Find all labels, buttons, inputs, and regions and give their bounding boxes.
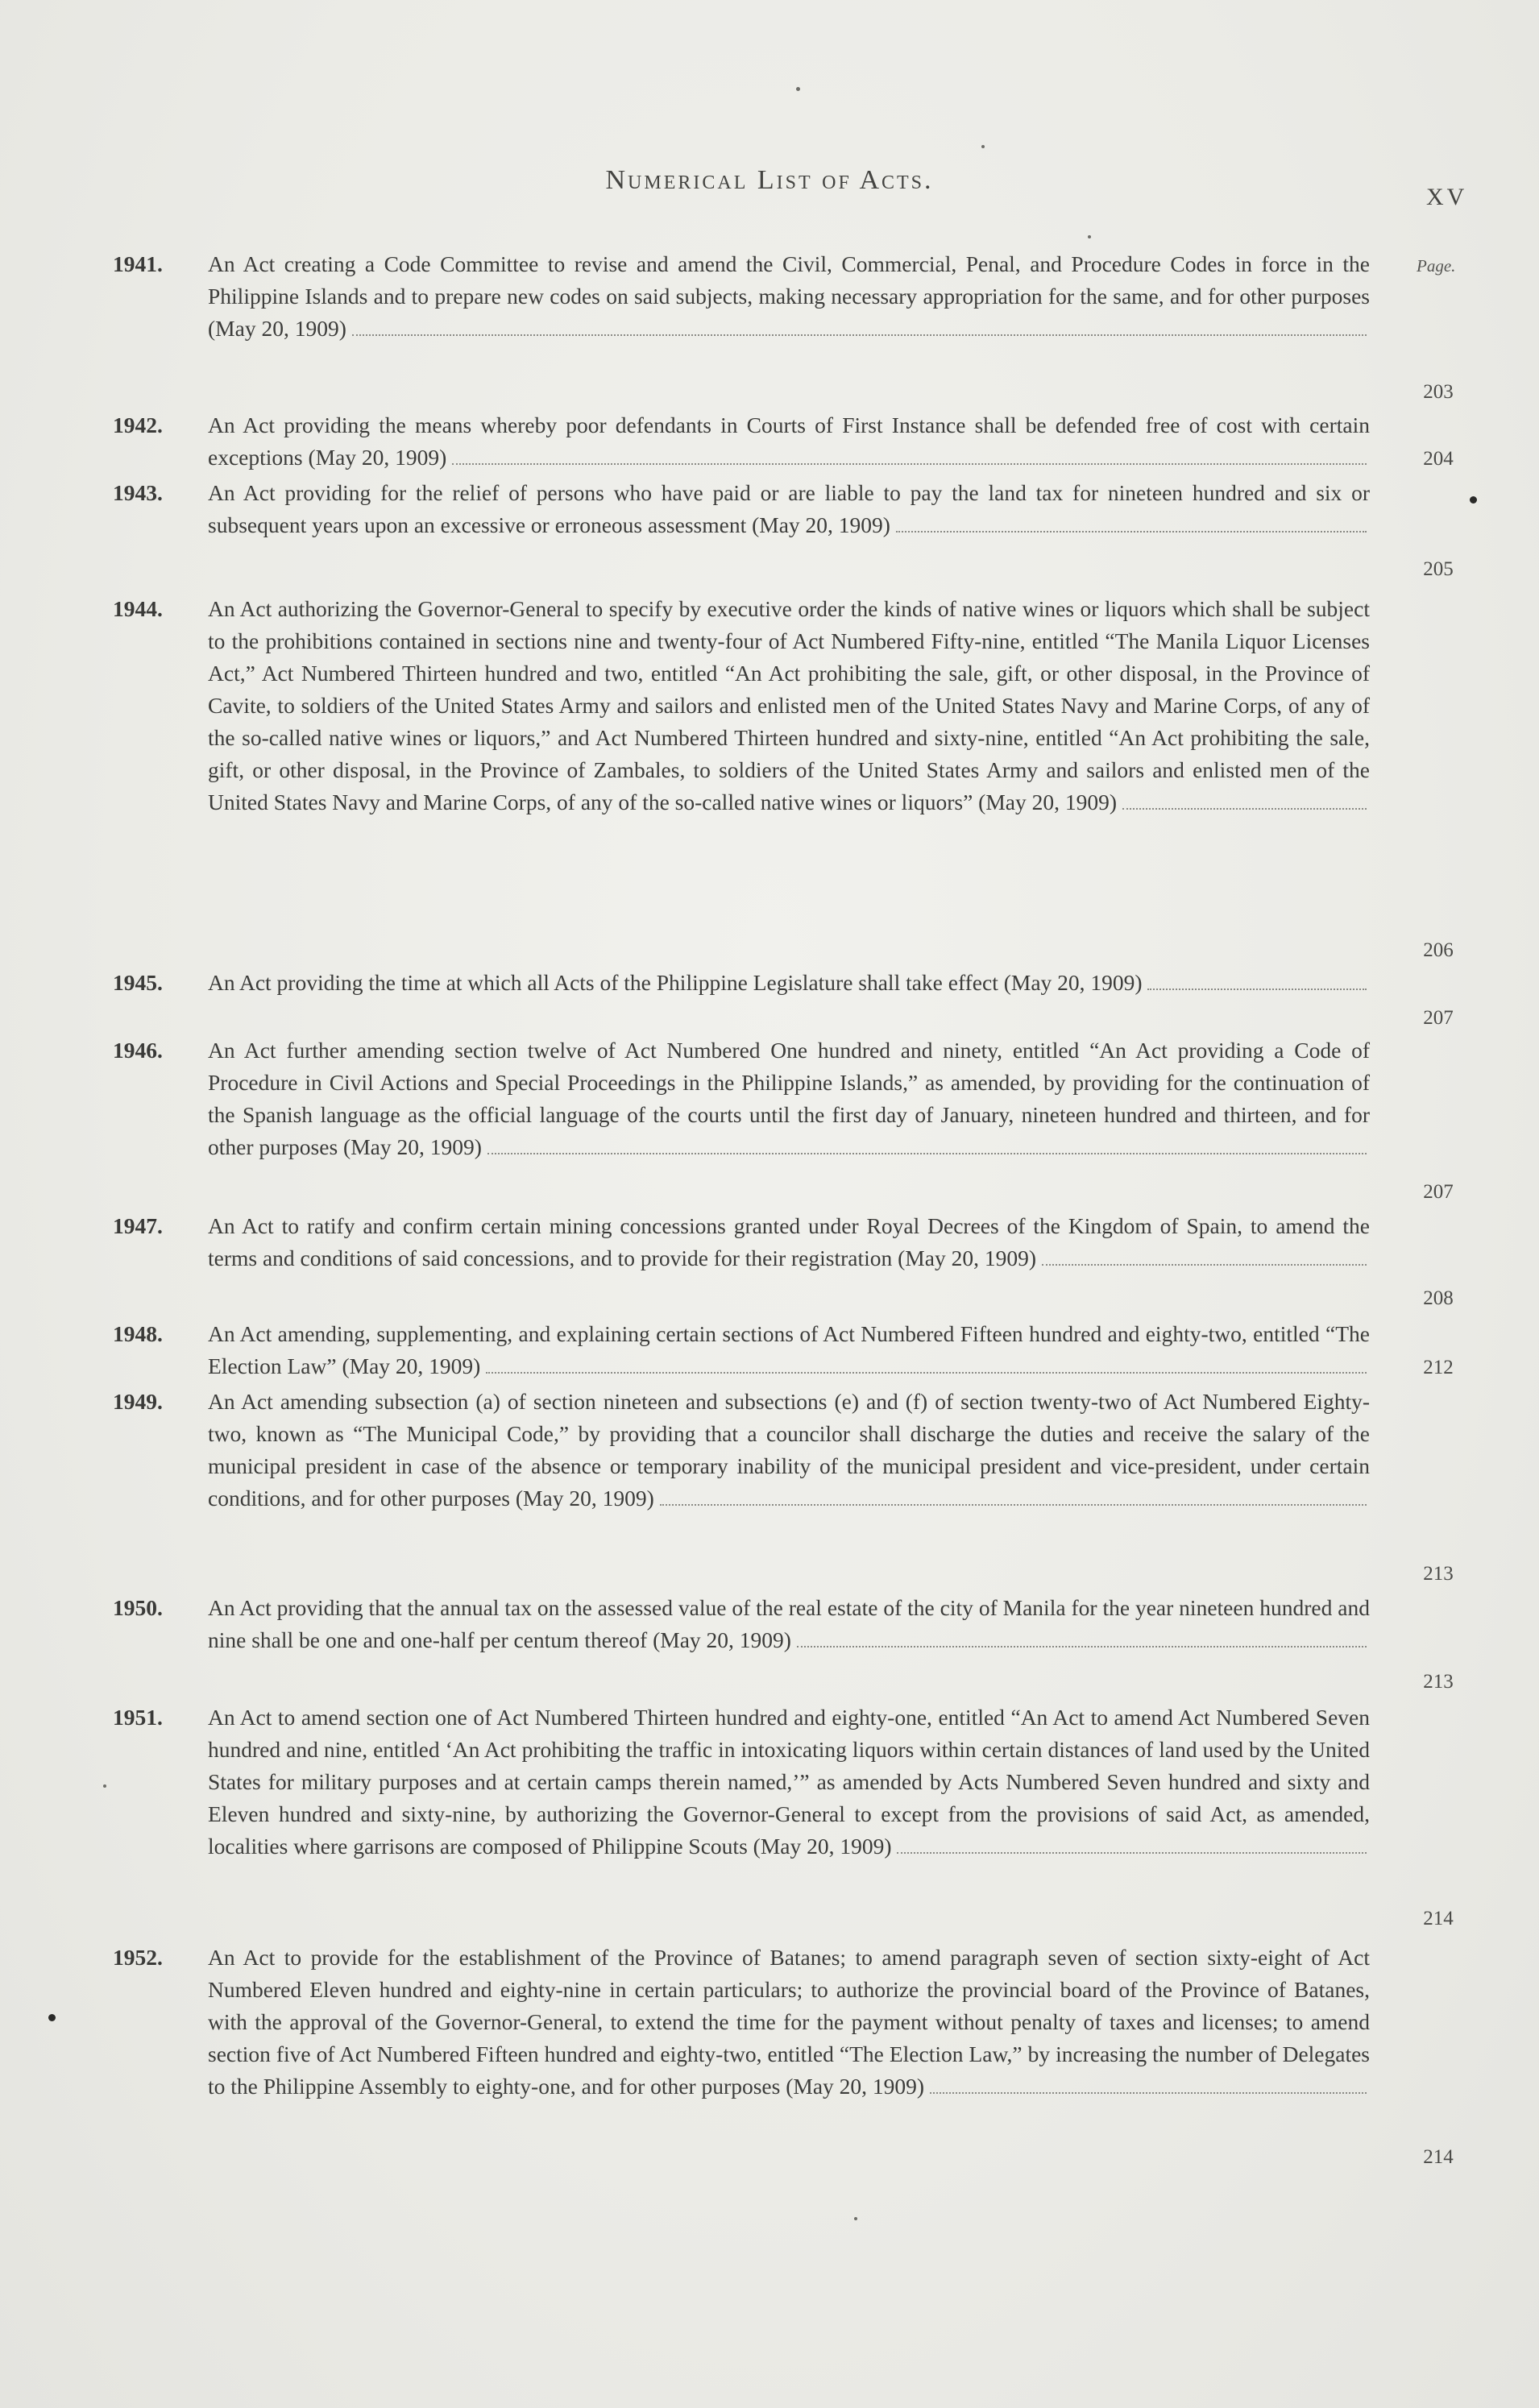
- act-description: An Act amending subsection (a) of section nineteen and subsections (e) and (f) of section twenty-two of Act Numbered Eighty-two, known as “The Municipal Code,” by providing that a councilor shall discharge the duties and receive the salary of the municipal president in case of the absence or temporary inability of the municipal president and vice-president, under certain conditions, and for other purposes: [208, 1389, 1370, 1511]
- act-entry: [113, 1210, 1370, 1274]
- act-description: An Act amending, supplementing, and explaining certain sections of Act Numbered Fifteen hundred and eighty-two, entitled “The Election Law”: [208, 1321, 1370, 1378]
- act-number: 1945.: [113, 970, 163, 995]
- margin-bullet: [48, 2014, 56, 2021]
- act-number: 1942.: [113, 412, 163, 437]
- act-date: (May 20, 1909): [1003, 970, 1143, 995]
- act-number: 1948.: [113, 1321, 163, 1346]
- act-description: An Act further amending section twelve of Act Numbered One hundred and ninety, entitled “An Act providing a Code of Procedure in Civil Actions and Special Proceedings in the Philippine Islands,” as amended, by providing for the continuation of the Spanish language as the official language of the courts until the first day of January, nineteen hundred and thirteen, and for other purposes: [208, 1038, 1370, 1159]
- act-entry: [113, 1386, 1370, 1515]
- margin-bullet: [1470, 496, 1477, 504]
- page-reference: 208: [1423, 1287, 1454, 1309]
- scan-speck: [981, 145, 985, 148]
- act-date: (May 20, 1909): [308, 445, 447, 470]
- act-entry: [113, 967, 1370, 999]
- scan-speck: [854, 2217, 857, 2220]
- act-date: (May 20, 1909): [978, 790, 1118, 814]
- act-entry: [113, 477, 1370, 541]
- act-date: (May 20, 1909): [898, 1245, 1036, 1270]
- act-number: 1951.: [113, 1705, 163, 1730]
- dot-leader: [660, 1488, 1367, 1506]
- act-number: 1946.: [113, 1038, 163, 1063]
- act-date: (May 20, 1909): [343, 1134, 482, 1159]
- dot-leader: [452, 447, 1367, 465]
- act-description: An Act to amend section one of Act Numbered Thirteen hundred and eighty-one, entitled “An Act to amend Act Numbered Seven hundred and nine, entitled ‘An Act prohibiting the traffic in intoxicating liquors within certain distances of land used by the United States for military purposes and at certain camps therein named,’” as amended by Acts Numbered Seven hundred and sixty and Eleven hundred and sixty-nine, by authorizing the Governor-General to except from the provisions of said Act, as amended, localities where garrisons are composed of Philippine Scouts: [208, 1705, 1370, 1859]
- dot-leader: [896, 515, 1367, 533]
- dot-leader: [1042, 1248, 1367, 1266]
- scan-speck: [796, 87, 800, 91]
- dot-leader: [797, 1630, 1367, 1647]
- act-description: An Act providing the time at which all Acts of the Philippine Legislature shall take effect: [208, 970, 998, 995]
- act-date: (May 20, 1909): [342, 1353, 481, 1378]
- act-number: 1943.: [113, 480, 163, 505]
- act-entry: [113, 409, 1370, 474]
- act-entry: [113, 248, 1370, 345]
- act-number: 1947.: [113, 1213, 163, 1238]
- act-date: (May 20, 1909): [752, 512, 890, 537]
- dot-leader: [1147, 972, 1367, 990]
- page-reference: 212: [1423, 1357, 1454, 1378]
- act-number: 1944.: [113, 596, 163, 621]
- act-description: An Act to ratify and confirm certain mining concessions granted under Royal Decrees of the Kingdom of Spain, to amend the terms and conditions of said concessions, and to provide for their registration: [208, 1213, 1370, 1270]
- act-date: (May 20, 1909): [653, 1627, 791, 1652]
- dot-leader: [1122, 792, 1367, 810]
- dot-leader: [487, 1137, 1367, 1154]
- act-description: An Act providing the means whereby poor defendants in Courts of First Instance shall be defended free of cost with certain exceptions: [208, 412, 1370, 470]
- act-date: (May 20, 1909): [515, 1486, 654, 1511]
- dot-leader: [352, 318, 1367, 336]
- act-entry: [113, 593, 1370, 819]
- dot-leader: [930, 2076, 1367, 2094]
- act-entry: [113, 1592, 1370, 1656]
- act-number: 1949.: [113, 1389, 163, 1414]
- page-reference: 213: [1423, 1563, 1454, 1585]
- act-entry: [113, 1318, 1370, 1382]
- page-reference: 204: [1423, 448, 1454, 470]
- act-description: An Act authorizing the Governor-General to specify by executive order the kinds of native wines or liquors which shall be subject to the prohibitions contained in sections nine and twenty-four of Act Numbered Fifty-nine, entitled “The Manila Liquor Licenses Act,” Act Numbered Thirteen hundred and two, entitled “An Act prohibiting the sale, gift, or other disposal, in the Province of Cavite, to soldiers of the United States Army and sailors and enlisted men of the United States Navy and Marine Corps, of any of the so-called native wines or liquors,” and Act Numbered Thirteen hundred and sixty-nine, entitled “An Act prohibiting the sale, gift, or other disposal, in the Province of Zambales, to soldiers of the United States Army and sailors and enlisted men of the United States Navy and Marine Corps, of any of the so-called native wines or liquors”: [208, 596, 1370, 814]
- scan-speck: [1088, 235, 1091, 238]
- act-entry: [113, 1034, 1370, 1163]
- act-entry: [113, 1701, 1370, 1863]
- act-date: (May 20, 1909): [786, 2074, 925, 2099]
- act-description: An Act providing that the annual tax on the assessed value of the real estate of the city of Manila for the year nineteen hundred and nine shall be one and one-half per centum thereof: [208, 1595, 1370, 1652]
- act-number: 1950.: [113, 1595, 163, 1620]
- page-reference: 213: [1423, 1671, 1454, 1693]
- act-date: (May 20, 1909): [208, 316, 346, 341]
- page-column-label: Page.: [1417, 256, 1456, 276]
- act-description: An Act to provide for the establishment of the Province of Batanes; to amend paragraph seven of section sixty-eight of Act Numbered Eleven hundred and eighty-nine in certain particulars; to authorize the provincial board of the Province of Batanes, with the approval of the Governor-General, to extend the time for the payment without penalty of taxes and licenses; to amend section five of Act Numbered Fifteen hundred and eighty-two, entitled “The Election Law,” by increasing the number of Delegates to the Philippine Assembly to eighty-one, and for other purposes: [208, 1945, 1370, 2099]
- act-description: An Act providing for the relief of persons who have paid or are liable to pay the land tax for nineteen hundred and six or subsequent years upon an excessive or erroneous assessment: [208, 480, 1370, 537]
- page-reference: 206: [1423, 939, 1454, 961]
- act-number: 1941.: [113, 251, 163, 276]
- dot-leader: [897, 1836, 1367, 1854]
- scan-speck: [103, 1784, 106, 1788]
- dot-leader: [486, 1356, 1367, 1374]
- page-title: Numerical List of Acts.: [605, 165, 934, 195]
- page-reference: 207: [1423, 1007, 1454, 1029]
- act-entry: [113, 1942, 1370, 2103]
- act-number: 1952.: [113, 1945, 163, 1970]
- act-date: (May 20, 1909): [753, 1834, 892, 1859]
- page-number-roman: XV: [1426, 184, 1468, 210]
- act-description: An Act creating a Code Committee to revise and amend the Civil, Commercial, Penal, and Procedure Codes in force in the Philippine Islands and to prepare new codes on said subjects, making necessary appropriation for the same, and for other purposes: [208, 251, 1370, 309]
- page-reference: 205: [1423, 558, 1454, 580]
- page-reference: 203: [1423, 381, 1454, 403]
- page-reference: 214: [1423, 2146, 1454, 2168]
- page-reference: 214: [1423, 1908, 1454, 1929]
- page-reference: 207: [1423, 1181, 1454, 1203]
